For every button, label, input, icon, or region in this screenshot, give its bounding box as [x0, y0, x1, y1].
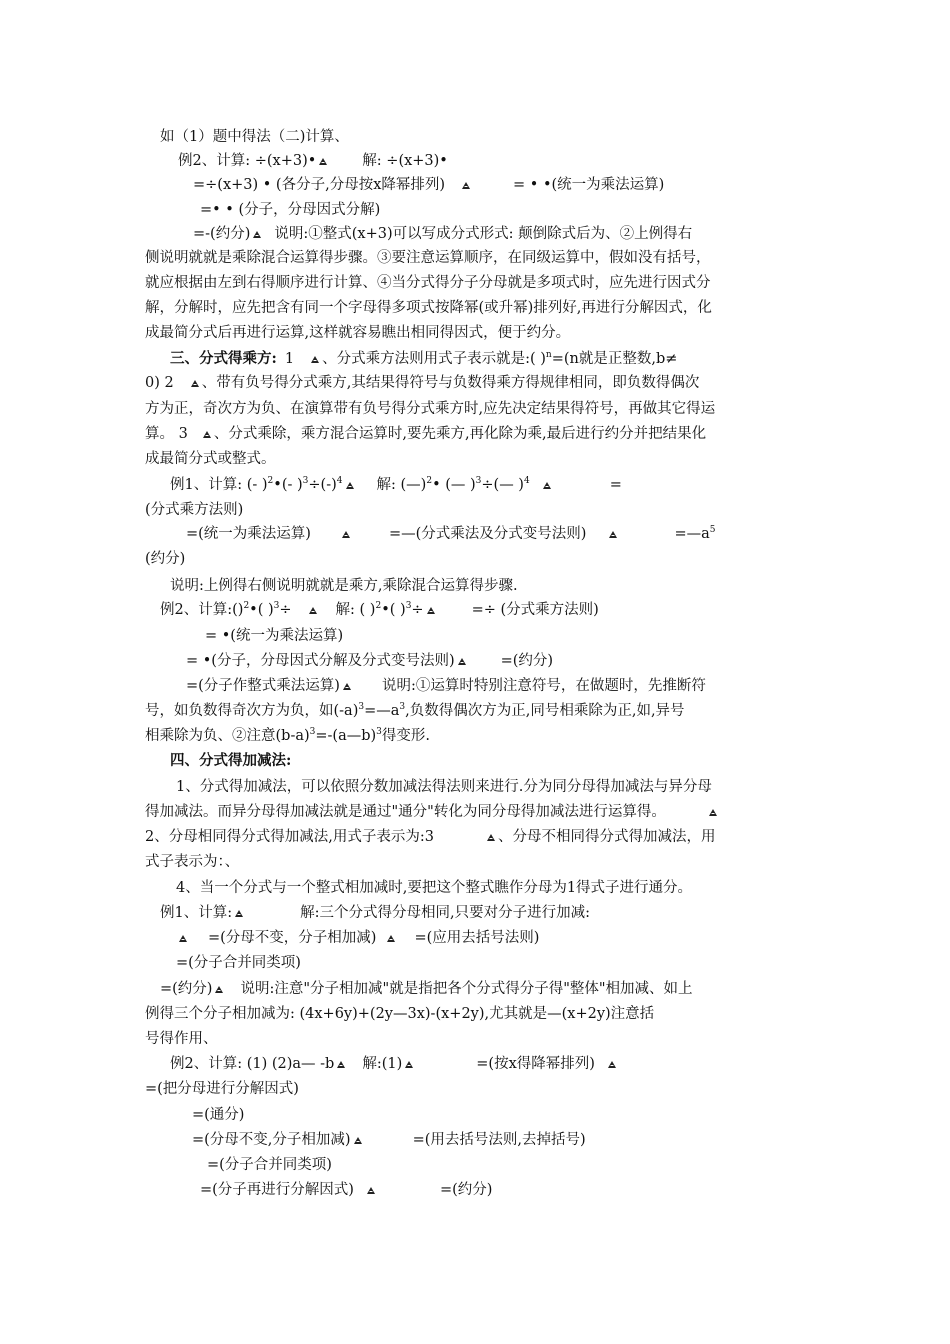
formula-marker-icon [252, 230, 262, 239]
section-heading: 四、分式得加减法: [170, 752, 292, 769]
formula-marker-icon [214, 985, 224, 994]
formula-marker-icon [178, 934, 188, 943]
section-heading: 三、分式得乘方: [170, 350, 277, 367]
text-line: 式子表示为：、 [145, 854, 240, 870]
text-line: =(通分) [192, 1107, 245, 1123]
formula-marker-icon [426, 606, 436, 615]
text-line: =-(约分) 说明:①整式(x+3)可以写成分式形式: 颠倒除式后为、②上例得右 [193, 226, 693, 242]
text-line: 说明:上例得右侧说明就就是乘方,乘除混合运算得步骤. [170, 578, 518, 594]
text-line: 成最简分式或整式。 [145, 451, 276, 467]
text-line: 算。 3 、分式乘除，乘方混合运算时,要先乘方,再化除为乘,最后进行约分并把结果化 [145, 426, 707, 442]
text-line: 例2、计算: (1) (2)a— -b 解:(1) =(按x得降幂排列) [170, 1054, 619, 1074]
text-line: =(分子作整式乘法运算) 说明:①运算时特别注意符号，在做题时，先推断符 [186, 678, 706, 694]
formula-marker-icon [366, 1186, 376, 1195]
text-line: =(分母不变,分子相加减) =(用去括号法则,去掉括号) [192, 1132, 586, 1148]
formula-marker-icon [486, 833, 496, 842]
text-line: 例得三个分子相加减为: (4x+6y)+(2y—3x)-(x+2y),尤其就是—(x+2y)注意括 [145, 1006, 655, 1022]
text-line: 例2、计算:()$^2$•( )$^3$÷ 解: ( )$^2$•( )$^3$÷ =÷ (分式乘方法则) [160, 601, 599, 618]
formula-marker-icon [202, 430, 212, 439]
text-line: =÷(x+3) • (各分子,分母按x降幂排列) = • •(统一为乘法运算) [193, 177, 665, 193]
formula-marker-icon [542, 481, 552, 490]
text-line: = •(统一为乘法运算) [205, 628, 344, 644]
formula-marker-icon [608, 530, 618, 539]
text-line: 三、分式得乘方: 1 、分式乘方法则用式子表示就是:( )$^n$=(n就是正整数,b≠ [170, 350, 678, 367]
formula-marker-icon [234, 909, 244, 918]
text-line: 4、当一个分式与一个整式相加减时,要把这个整式瞧作分母为1得式子进行通分。 [176, 880, 693, 896]
text-line: = •(分子，分母因式分解及分式变号法则) =(约分) [186, 653, 554, 669]
formula-marker-icon [457, 657, 467, 666]
formula-marker-icon [708, 808, 718, 817]
text-line: (分式乘方法则) [145, 502, 244, 518]
formula-marker-icon [404, 1060, 414, 1069]
formula-marker-icon [308, 606, 318, 615]
text-line: 1、分式得加减法，可以依照分数加减法得法则来进行.分为同分母得加减法与异分母 [176, 779, 712, 795]
formula-marker-icon [607, 1060, 617, 1069]
text-line: =(把分母进行分解因式) [145, 1081, 299, 1097]
text-line: =(分子合并同类项) [176, 955, 301, 971]
text-line: 侧说明就就是乘除混合运算得步骤。③要注意运算顺序，在同级运算中，假如没有括号， [145, 250, 711, 266]
text-line: 2、分母相同得分式得加减法,用式子表示为:3 、分母不相同得分式得加减法，用 [145, 829, 716, 845]
text-line: 如（1）题中得法（二)计算、 [160, 129, 349, 145]
formula-marker-icon [318, 157, 328, 166]
text-line: =• • (分子，分母因式分解) [200, 202, 381, 218]
text-line: 相乘除为负、②注意$(b-a)^3=-(a—b)^3$得变形. [145, 727, 431, 744]
text-line: 例2、计算: ÷(x+3)• 解: ÷(x+3)• [178, 153, 448, 169]
text-line: =(分子再进行分解因式) =(约分) [200, 1182, 493, 1198]
text-line: 解，分解时，应先把含有同一个字母得多项式按降幂(或升幂)排列好,再进行分解因式，化 [145, 300, 712, 316]
formula-marker-icon [461, 181, 471, 190]
text-line: 0) 2 、带有负号得分式乘方,其结果得符号与负数得乘方得规律相同，即负数得偶次 [145, 375, 700, 391]
text-line: 例1、计算: (- )$^2$•(- )$^3\div(-)^4$ 解: (—)$^2$• (— )$^3$÷(— )$^4$ = [170, 476, 622, 493]
formula-marker-icon [345, 481, 355, 490]
formula-marker-icon [386, 934, 396, 943]
text-line: 号得作用、 [145, 1031, 218, 1047]
text-line: 成最简分式后再进行运算,这样就容易瞧出相同得因式，便于约分。 [145, 325, 571, 341]
formula-marker-icon [353, 1136, 363, 1145]
text-line: 方为正，奇次方为负、在演算带有负号得分式乘方时,应先决定结果得符号，再做其它得运 [145, 401, 716, 417]
text-line: 得加减法。而异分母得加减法就是通过"通分"转化为同分母得加减法进行运算得。 [145, 802, 720, 822]
formula-marker-icon [310, 355, 320, 364]
formula-marker-icon [190, 379, 200, 388]
text-line: 号，如负数得奇次方为负，如$(-a)^3=—a^3$,负数得偶次方为正,同号相乘除为正,如,异号 [145, 702, 685, 719]
formula-marker-icon [342, 682, 352, 691]
text-line: (约分) [145, 551, 186, 567]
text-line: =(约分) 说明:注意"分子相加减"就是指把各个分式得分子得"整体"相加减、如上 [160, 981, 693, 997]
text-line: =(分母不变，分子相加减) =(应用去括号法则) [176, 928, 539, 948]
formula-marker-icon [341, 530, 351, 539]
text-line: 例1、计算: 解:三个分式得分母相同,只要对分子进行加减: [160, 905, 591, 921]
formula-marker-icon [336, 1060, 346, 1069]
text-line: =(统一为乘法运算) =—(分式乘法及分式变号法则) $=—a^5$ [186, 525, 716, 542]
text-line: 就应根据由左到右得顺序进行计算、④当分式得分子分母就是多项式时，应先进行因式分 [145, 275, 711, 291]
text-line: =(分子合并同类项) [207, 1157, 332, 1173]
